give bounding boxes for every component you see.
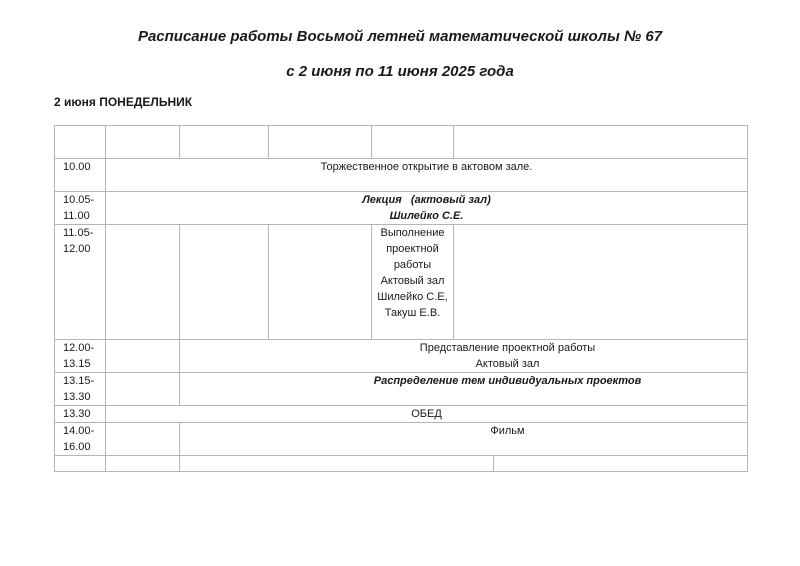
event-cell [180,340,748,373]
table-cell [106,340,180,373]
table-cell [180,456,494,472]
table-cell [106,423,180,456]
time-end: 16.00 [63,441,91,453]
time-start: 11.05- [63,227,94,239]
time-start: 10.05- [63,194,95,206]
table-cell [269,126,372,159]
event-cell [372,225,454,340]
event-location: Актовый зал [475,358,540,370]
table-cell [55,126,106,159]
event-text: ОБЕД [411,408,442,420]
table-cell [106,456,180,472]
table-cell [180,225,269,340]
time-cell [55,406,106,423]
event-title: Лекция (актовый зал) [362,194,491,206]
event-cell [180,423,748,456]
table-cell [180,126,269,159]
time-cell [55,423,106,456]
table-row [55,406,748,423]
event-text: Выполнение проектной работы Актовый зал Шилейко С.Е, Такуш Е.В. [377,227,448,319]
time-end: 11.00 [63,210,90,222]
time-end: 12.00 [63,243,91,255]
time-cell [55,340,106,373]
event-text: Торжественное открытие в актовом зале. [320,161,533,173]
event-text: Фильм [490,425,525,437]
table-cell [494,456,748,472]
time-cell [55,373,106,406]
table-cell [106,126,180,159]
table-cell [55,456,106,472]
event-cell [106,406,748,423]
schedule-date-range: с 2 июня по 11 июня 2025 года [286,63,514,80]
schedule-title: Расписание работы Восьмой летней математической школы № 67 [137,28,663,45]
table-cell [372,126,454,159]
table-header-row [55,126,748,159]
time-start: 14.00- [63,425,95,437]
time-start: 12.00- [63,342,95,354]
time-label: 13.30 [63,408,91,420]
table-row [55,192,748,225]
table-row [55,373,748,406]
time-start: 13.15- [63,375,95,387]
table-row [55,423,748,456]
time-end: 13.15 [63,358,91,370]
event-cell [180,373,748,406]
table-cell [106,225,180,340]
event-cell [106,159,748,192]
time-cell [55,192,106,225]
time-cell [55,225,106,340]
schedule-table [54,125,748,472]
time-end: 13.30 [63,391,91,403]
table-row [55,225,748,340]
table-row [55,159,748,192]
table-cell [454,225,748,340]
event-text: Распределение тем индивидуальных проектов [373,375,642,387]
time-cell [55,159,106,192]
table-row [55,340,748,373]
event-title: Представление проектной работы [419,342,596,354]
event-lecturer: Шилейко С.Е. [389,210,464,222]
table-row [55,456,748,472]
day-heading: 2 июня ПОНЕДЕЛЬНИК [54,95,193,109]
time-label: 10.00 [63,161,91,173]
table-cell [454,126,748,159]
table-cell [106,373,180,406]
table-cell [269,225,372,340]
event-cell [106,192,748,225]
